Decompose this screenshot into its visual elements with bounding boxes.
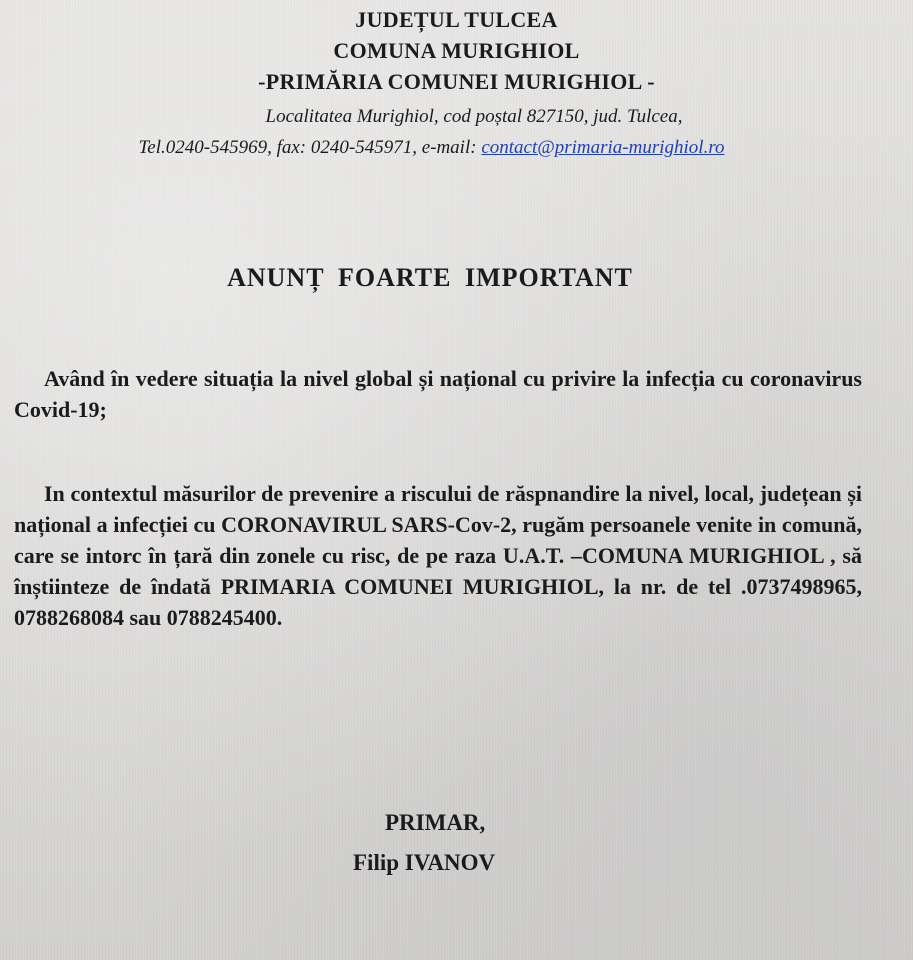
county-line: JUDEȚUL TULCEA: [355, 7, 558, 32]
signature-block: [353, 803, 495, 883]
announcement-title: ANUNȚ FOARTE IMPORTANT: [227, 263, 633, 292]
phone-fax-text: Tel.0240-545969, fax: 0240-545971, e-mail:: [138, 137, 482, 158]
email-link[interactable]: contact@primaria-murighiol.ro: [481, 137, 725, 158]
contact-line: [0, 132, 913, 163]
paragraph-2: In contextul măsurilor de prevenire a riscului de răspnandire la nivel, local, județean și național a infecției cu CORONAVIRUL SARS-Cov-2, rugăm persoanele venite in comună, care se intorc în țară din zonele cu risc, de pe raza U.A.T. –COMUNA MURIGHIOL , să înștiinteze de îndată PRIMARIA COMUNEI MURIGHIOL, la nr. de tel .0737498965, 0788268084 sau 0788245400.: [14, 481, 862, 630]
mayor-title: PRIMAR,: [385, 810, 486, 835]
paragraph-1: Având în vedere situația la nivel global și național cu privire la infecția cu coronavirus Covid-19;: [14, 366, 862, 422]
townhall-line: -PRIMĂRIA COMUNEI MURIGHIOL -: [258, 69, 655, 94]
address-block: [0, 101, 913, 163]
letterhead: [0, 4, 913, 97]
mayor-name: Filip IVANOV: [353, 850, 496, 875]
commune-line: COMUNA MURIGHIOL: [333, 38, 580, 63]
address-line: Localitatea Murighiol, cod poștal 827150, jud. Tulcea,: [265, 106, 683, 127]
